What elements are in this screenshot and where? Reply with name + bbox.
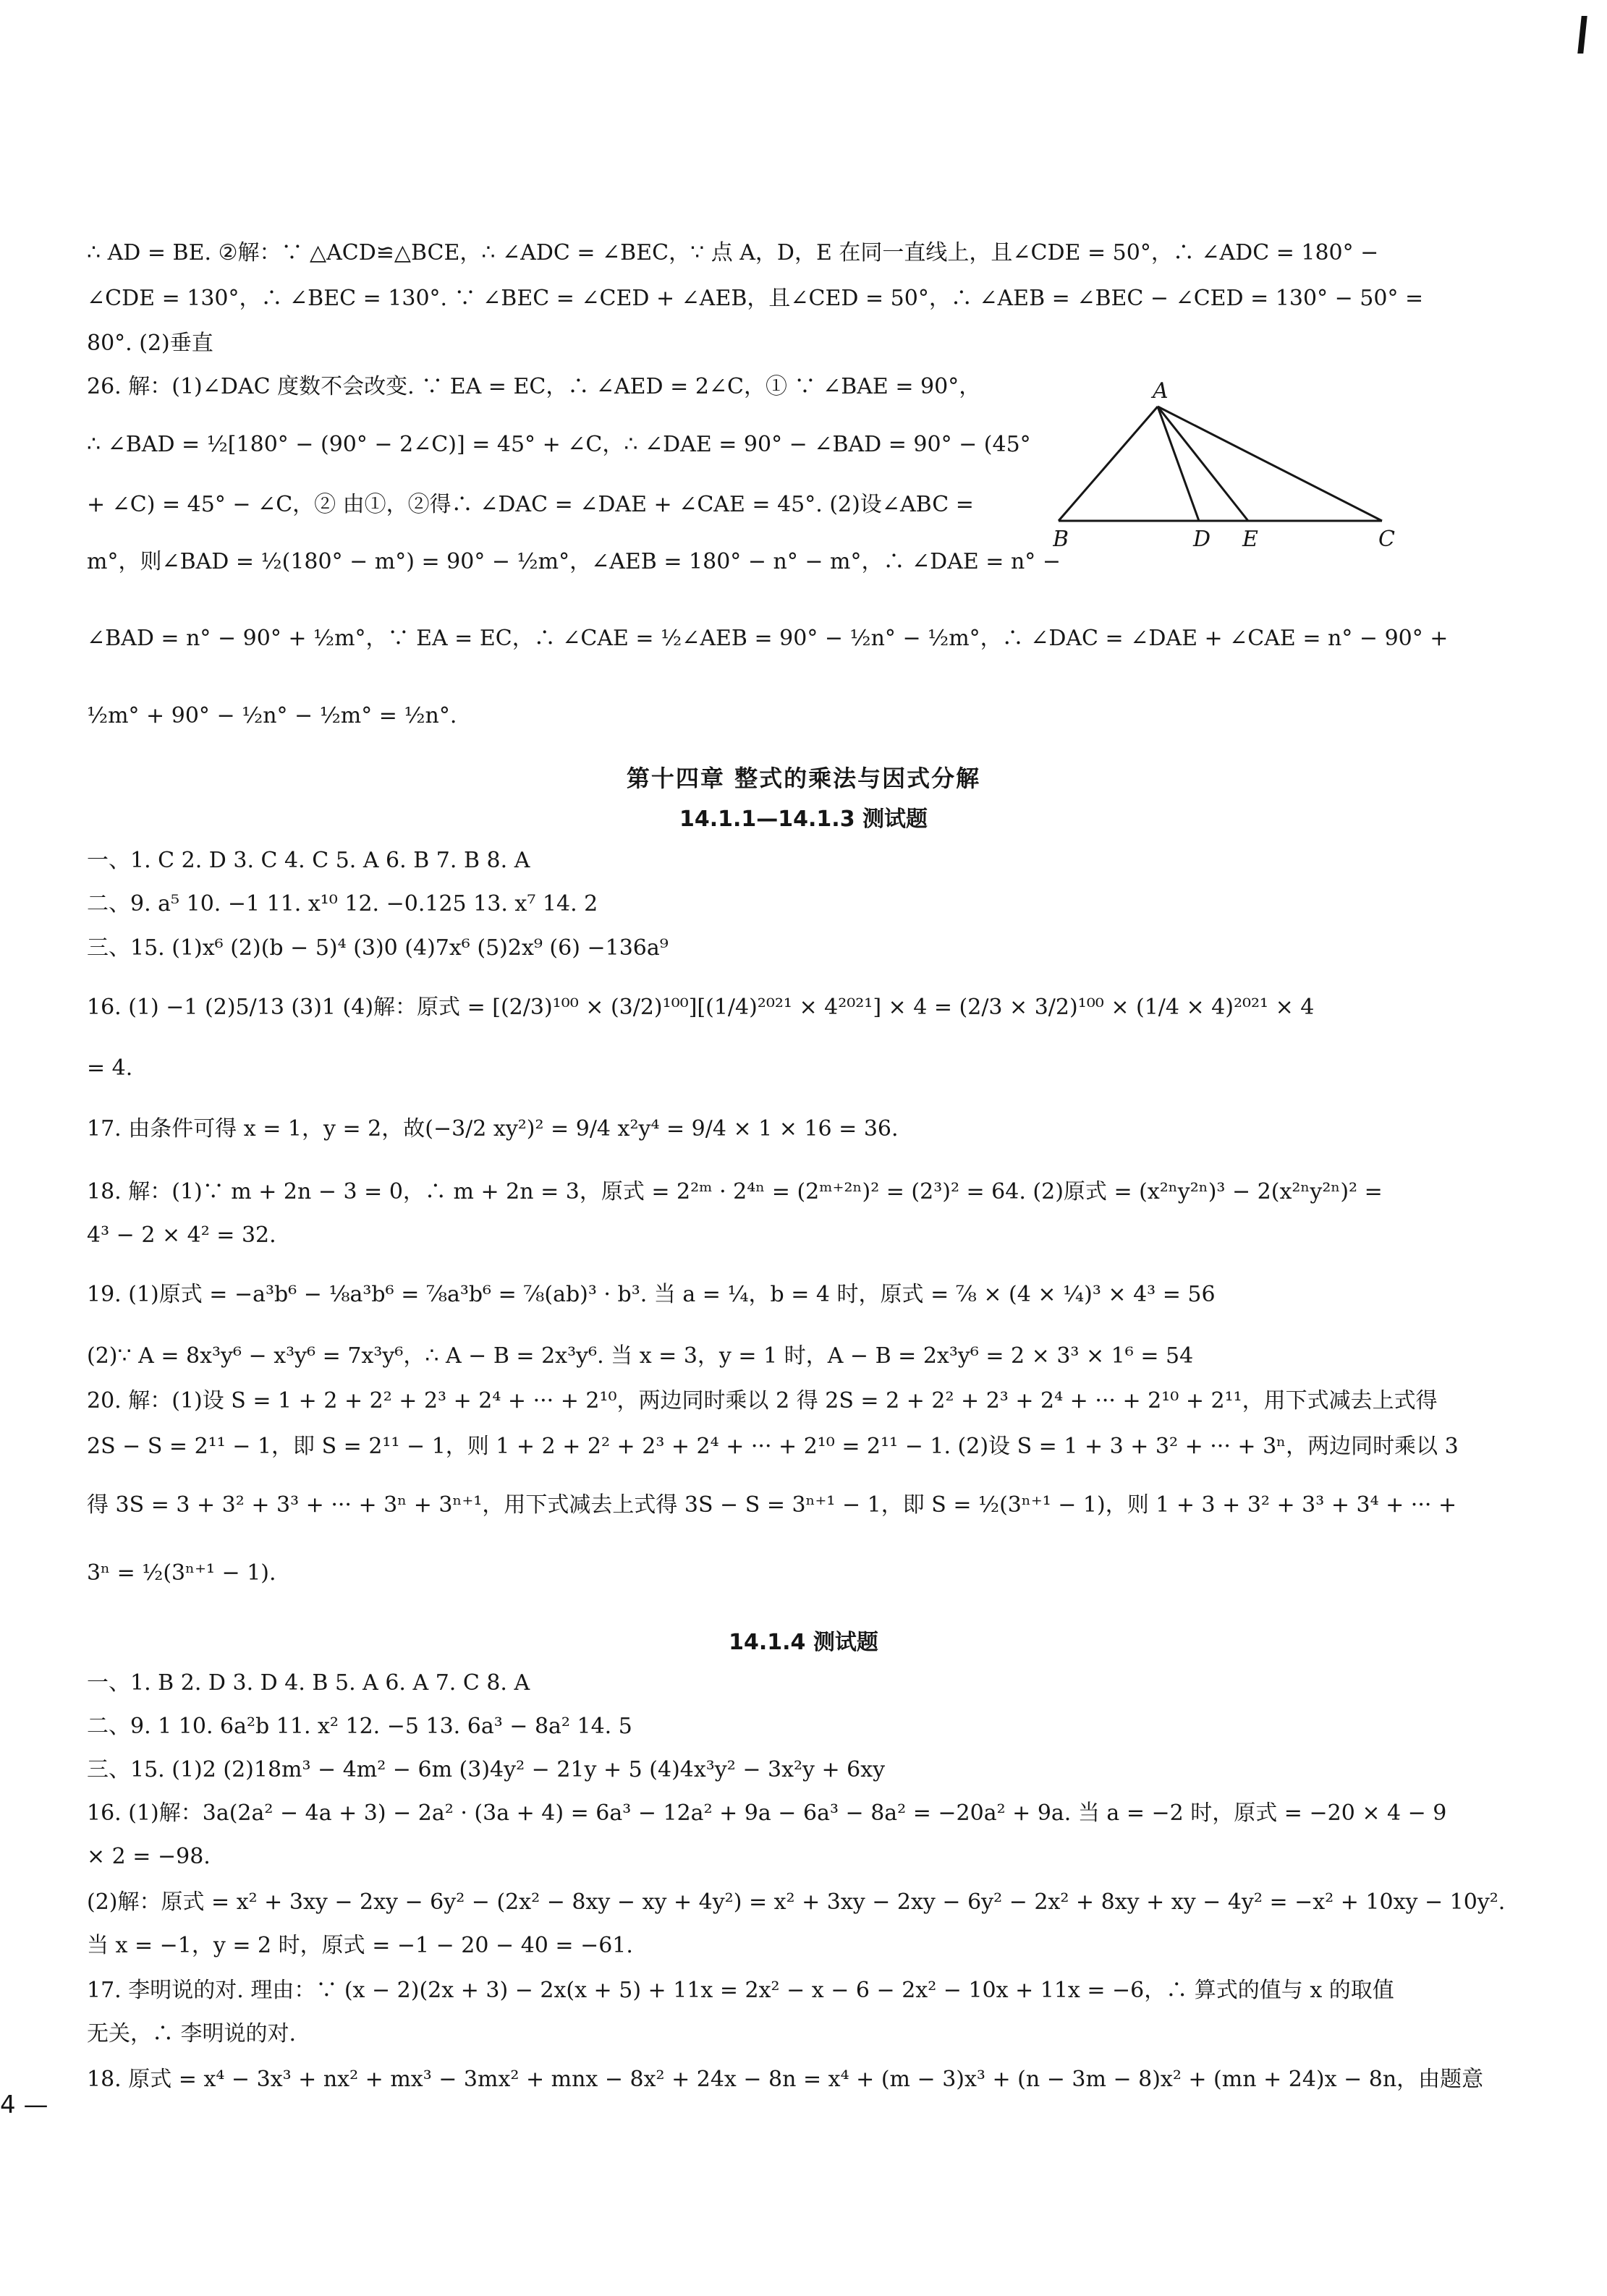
text-line: ∴ ∠BAD = ½[180° − (90° − 2∠C)] = 45° + ∠C，∴ ∠DAE = 90° − ∠BAD = 90° − (45° (87, 432, 1031, 457)
text-line: 17. 由条件可得 x = 1，y = 2，故(−3/2 xy²)² = 9/4 x²y⁴ = 9/4 × 1 × 16 = 36. (87, 1116, 899, 1141)
text-line: 无关，∴ 李明说的对. (87, 2021, 297, 2046)
text-line: 18. 原式 = x⁴ − 3x³ + nx² + mx³ − 3mx² + mnx − 8x² + 24x − 8n = x⁴ + (m − 3)x³ + (n − 3m − 8)x² + (mn + 24)x − 8n，由题意 (87, 2067, 1484, 2092)
text-line: ∠CDE = 130°，∴ ∠BEC = 130°. ∵ ∠BEC = ∠CED + ∠AEB，且∠CED = 50°，∴ ∠AEB = ∠BEC − ∠CED = 130° − 50° = (87, 286, 1424, 311)
text-line: 20. 解：(1)设 S = 1 + 2 + 2² + 2³ + 2⁴ + ··· + 2¹⁰，两边同时乘以 2 得 2S = 2 + 2² + 2³ + 2⁴ + ··· + 2¹⁰ + 2¹¹，用下式减去上式得 (87, 1388, 1438, 1413)
text-line: m°，则∠BAD = ½(180° − m°) = 90° − ½m°，∠AEB = 180° − n° − m°，∴ ∠DAE = n° − (87, 549, 1061, 574)
page-number: 4 — (0, 2091, 48, 2119)
text-line: 三、15. (1)2 (2)18m³ − 4m² − 6m (3)4y² − 21y + 5 (4)4x³y² − 3x²y + 6xy (87, 1757, 886, 1782)
text-line: 18. 解：(1)∵ m + 2n − 3 = 0，∴ m + 2n = 3，原式 = 2²ᵐ · 2⁴ⁿ = (2ᵐ⁺²ⁿ)² = (2³)² = 64. (2)原式 = (x²ⁿy²ⁿ)³ − 2(x²ⁿy²ⁿ)² = (87, 1179, 1383, 1204)
vertex-label-b: B (1053, 527, 1069, 550)
text-line: 16. (1)解：3a(2a² − 4a + 3) − 2a² · (3a + 4) = 6a³ − 12a² + 9a − 6a³ − 8a² = −20a² + 9a. 当 a = −2 时，原式 = −20 × 4 − 9 (87, 1800, 1447, 1826)
text-line: 二、9. 1 10. 6a²b 11. x² 12. −5 13. 6a³ − 8a² 14. 5 (87, 1714, 632, 1739)
corner-mark (1577, 16, 1587, 54)
text-line: 2S − S = 2¹¹ − 1，即 S = 2¹¹ − 1，则 1 + 2 + 2² + 2³ + 2⁴ + ··· + 2¹⁰ = 2¹¹ − 1. (2)设 S = 1 + 3 + 3² + ··· + 3ⁿ，两边同时乘以 3 (87, 1434, 1459, 1459)
triangle-figure (1053, 376, 1429, 550)
text-line: = 4. (87, 1055, 133, 1081)
text-line: ∴ AD = BE. ②解：∵ △ACD≌△BCE，∴ ∠ADC = ∠BEC，∵ 点 A，D，E 在同一直线上，且∠CDE = 50°，∴ ∠ADC = 180° − (87, 240, 1379, 265)
text-line: 一、1. B 2. D 3. D 4. B 5. A 6. A 7. C 8. A (87, 1670, 530, 1696)
text-line: (2)解：原式 = x² + 3xy − 2xy − 6y² − (2x² − 8xy − xy + 4y²) = x² + 3xy − 2xy − 6y² − 2x² + 8xy + xy − 4y² = −x² + 10xy − 10y². (87, 1889, 1506, 1915)
text-line: (2)∵ A = 8x³y⁶ − x³y⁶ = 7x³y⁶，∴ A − B = 2x³y⁶. 当 x = 3，y = 1 时，A − B = 2x³y⁶ = 2 × 3³ × 1⁶ = 54 (87, 1343, 1194, 1369)
section-heading: 14.1.4 测试题 (729, 1630, 878, 1655)
vertex-label-e: E (1242, 527, 1258, 550)
text-line: 16. (1) −1 (2)5/13 (3)1 (4)解：原式 = [(2/3)¹⁰⁰ × (3/2)¹⁰⁰][(1/4)²⁰²¹ × 4²⁰²¹] × 4 = (2/3 × 3/2)¹⁰⁰ × (1/4 × 4)²⁰²¹ × 4 (87, 995, 1315, 1020)
text-line: 得 3S = 3 + 3² + 3³ + ··· + 3ⁿ + 3ⁿ⁺¹，用下式减去上式得 3S − S = 3ⁿ⁺¹ − 1，即 S = ½(3ⁿ⁺¹ − 1)，则 1 + 3 + 3² + 3³ + 3⁴ + ··· + (87, 1492, 1457, 1518)
text-line: + ∠C) = 45° − ∠C，② 由①，②得∴ ∠DAC = ∠DAE + ∠CAE = 45°. (2)设∠ABC = (87, 492, 974, 517)
text-line: ∠BAD = n° − 90° + ½m°，∵ EA = EC，∴ ∠CAE = ½∠AEB = 90° − ½n° − ½m°，∴ ∠DAC = ∠DAE + ∠CAE = n° − 90° + (87, 626, 1449, 651)
text-line: 一、1. C 2. D 3. C 4. C 5. A 6. B 7. B 8. A (87, 848, 530, 873)
text-line: ½m° + 90° − ½n° − ½m° = ½n°. (87, 703, 457, 728)
text-line: 三、15. (1)x⁶ (2)(b − 5)⁴ (3)0 (4)7x⁶ (5)2x⁹ (6) −136a⁹ (87, 935, 669, 961)
text-line: × 2 = −98. (87, 1844, 211, 1869)
text-line: 当 x = −1，y = 2 时，原式 = −1 − 20 − 40 = −61. (87, 1933, 633, 1958)
text-line: 26. 解：(1)∠DAC 度数不会改变. ∵ EA = EC，∴ ∠AED = 2∠C，① ∵ ∠BAE = 90°， (87, 374, 981, 399)
segment-ae (1158, 407, 1248, 521)
side-ab (1059, 407, 1158, 521)
vertex-label-a: A (1153, 378, 1169, 404)
section-heading: 14.1.1—14.1.3 测试题 (679, 807, 928, 832)
text-line: 二、9. a⁵ 10. −1 11. x¹⁰ 12. −0.125 13. x⁷ 14. 2 (87, 891, 598, 917)
side-ac (1158, 407, 1382, 521)
vertex-label-d: D (1193, 527, 1211, 550)
text-line: 19. (1)原式 = −a³b⁶ − ⅛a³b⁶ = ⅞a³b⁶ = ⅞(ab)³ · b³. 当 a = ¼，b = 4 时，原式 = ⅞ × (4 × ¼)³ × 4³ = 56 (87, 1282, 1216, 1307)
text-line: 3ⁿ = ½(3ⁿ⁺¹ − 1). (87, 1560, 276, 1586)
section-heading: 第十四章 整式的乘法与因式分解 (626, 765, 981, 792)
text-line: 4³ − 2 × 4² = 32. (87, 1223, 276, 1248)
text-line: 80°. (2)垂直 (87, 331, 213, 356)
text-line: 17. 李明说的对. 理由：∵ (x − 2)(2x + 3) − 2x(x + 5) + 11x = 2x² − x − 6 − 2x² − 10x + 11x = −6，∴ 算式的值与 x 的取值 (87, 1978, 1394, 2003)
vertex-label-c: C (1378, 527, 1395, 550)
